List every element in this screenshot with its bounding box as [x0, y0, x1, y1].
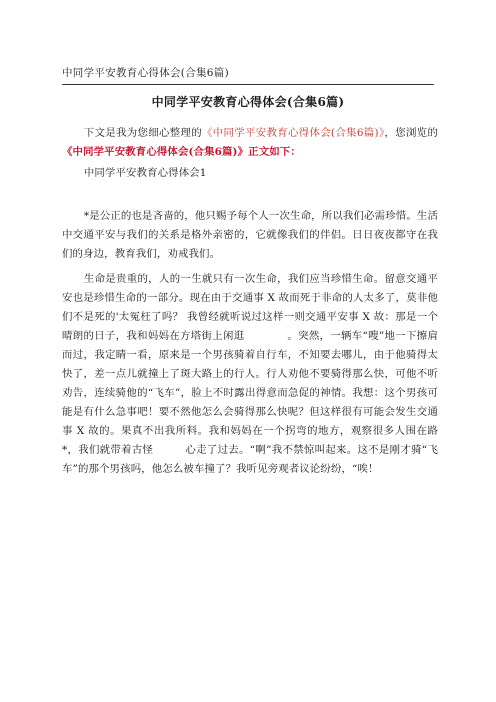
- intro-paragraph: [62, 124, 438, 162]
- intro-bold-title: 《中同学平安教育心得体会(合集6篇)》正文如下：: [62, 146, 301, 158]
- section-subheading: 中同学平安教育心得体会1: [83, 167, 207, 179]
- intro-title-link[interactable]: 《中同学平安教育心得体会(合集6篇)》: [202, 127, 385, 139]
- header-divider: [62, 84, 434, 85]
- body-paragraph-1: *是公正的也是吝啬的，他只赐予每个人一次生命，所以我们必需珍惜。生活中交通平安与我们的关系是格外亲密的，它就像我们的伴侣。日日夜夜都守在我们的身边，教育我们，劝戒我们。: [62, 210, 438, 260]
- intro-text-1: 下文是我为您细心整理的: [83, 127, 203, 139]
- body-paragraph-2: 生命是贵重的，人的一生就只有一次生命，我们应当珍惜生命。留意交通平安也是珍惜生命的一部分。现在由于交通事 X 故而死于非命的人太多了，莫非他们不是死的'太冤枉了吗？ 我曾经就听说过这样一则交通平安事 X 故：那是一个晴朗的日子，我和妈妈在方塔街上闲逛 。突然，一辆车“嗖”地一下擦肩而过，我定睛一看，原来是一个男孩骑着自行车，不知要去哪儿，由于他骑得太快了，差一点儿就撞上了斑大路上的行人。行人劝他不要骑得那么快，可他不听劝告，连续骑他的“飞车”，脸上不时露出得意而急促的神情。我想：这个男孩可能是有什么急事吧！要不然他怎么会骑得那么快呢？但这样很有可能会发生交通事 X 故的。果真不出我所料。我和妈妈在一个拐弯的地方，观察很多人围在路*，我们就带着古怪 心走了过去。“啊”我不禁惊叫起来。这不是刚才骑“飞车”的那个男孩吗，他怎么被车撞了？我听见旁观者议论纷纷，“唉！: [62, 273, 438, 475]
- intro-text-2: ，您浏览的: [384, 127, 438, 139]
- document-title: 中同学平安教育心得体会(合集6篇): [151, 95, 345, 109]
- document-body: [62, 124, 438, 479]
- running-header: 中同学平安教育心得体会(合集6篇): [62, 67, 229, 79]
